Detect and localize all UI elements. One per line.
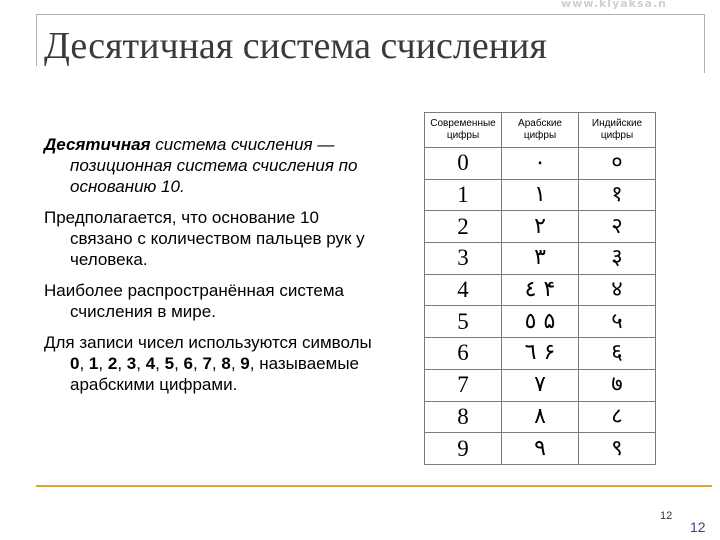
modern-digit-cell: 8 xyxy=(425,401,502,433)
arabic-digit-cell: ٠ xyxy=(502,148,579,180)
table-row xyxy=(425,211,656,243)
modern-digit-cell: 0 xyxy=(425,148,502,180)
modern-digit-cell: 4 xyxy=(425,274,502,306)
digit-separator: , xyxy=(211,354,222,373)
slide-number: 12 xyxy=(690,519,706,535)
modern-digit-cell: 5 xyxy=(425,306,502,338)
arabic-digit-cell: ٣ xyxy=(502,243,579,275)
digit-symbol: 1 xyxy=(88,354,99,373)
digit-list xyxy=(70,354,250,373)
arabic-digit-cell: ٨ xyxy=(502,401,579,433)
paragraph-definition xyxy=(44,134,374,197)
modern-digit-cell: 3 xyxy=(425,243,502,275)
digit-separator: , xyxy=(174,354,184,373)
slide-title: Десятичная система счисления xyxy=(44,25,547,67)
table-header-row xyxy=(425,113,656,148)
digit-symbol: 9 xyxy=(240,354,250,373)
definition-text: система счисления — позиционная система счисления по основанию 10. xyxy=(70,135,358,196)
indian-digit-cell: ७ xyxy=(579,369,656,401)
arabic-digit-cell: ٢ xyxy=(502,211,579,243)
title-frame-left xyxy=(36,14,37,66)
table-row xyxy=(425,369,656,401)
table-row xyxy=(425,274,656,306)
table-row xyxy=(425,433,656,465)
paragraph-origin: Предполагается, что основание 10 связано с количеством пальцев рук у человека. xyxy=(44,208,365,269)
digit-symbol: 7 xyxy=(202,354,212,373)
indian-digit-cell: २ xyxy=(579,211,656,243)
paragraph-symbols xyxy=(44,332,374,395)
header-modern: Современные цифры xyxy=(425,113,502,148)
header-indian: Индийские цифры xyxy=(579,113,656,148)
digit-separator: , xyxy=(230,354,241,373)
indian-digit-cell: १ xyxy=(579,179,656,211)
indian-digit-cell: ६ xyxy=(579,338,656,370)
modern-digit-cell: 9 xyxy=(425,433,502,465)
digit-separator: , xyxy=(193,354,203,373)
digit-symbol: 3 xyxy=(126,354,137,373)
indian-digit-cell: ८ xyxy=(579,401,656,433)
term-bold: Десятичная xyxy=(44,135,151,154)
indian-digit-cell: ३ xyxy=(579,243,656,275)
modern-digit-cell: 2 xyxy=(425,211,502,243)
indian-digit-cell: ४ xyxy=(579,274,656,306)
arabic-digit-cell: ٧ xyxy=(502,369,579,401)
digit-symbol: 2 xyxy=(107,354,118,373)
digit-separator: , xyxy=(117,354,127,373)
table-row xyxy=(425,306,656,338)
arabic-digit-cell: ٥ ۵ xyxy=(502,306,579,338)
table-row xyxy=(425,243,656,275)
symbols-suffix: , называемые арабскими цифрами. xyxy=(70,354,359,394)
digit-symbol: 6 xyxy=(183,354,193,373)
indian-digit-cell: ५ xyxy=(579,306,656,338)
digit-separator: , xyxy=(155,354,165,373)
arabic-digit-cell: ٦ ۶ xyxy=(502,338,579,370)
slide-number-small: 12 xyxy=(660,510,673,522)
indian-digit-cell: ० xyxy=(579,148,656,180)
digit-symbol: 0 xyxy=(70,354,80,373)
modern-digit-cell: 1 xyxy=(425,179,502,211)
modern-digit-cell: 7 xyxy=(425,369,502,401)
digit-symbol: 8 xyxy=(221,354,231,373)
modern-digit-cell: 6 xyxy=(425,338,502,370)
indian-digit-cell: ९ xyxy=(579,433,656,465)
digit-symbol: 4 xyxy=(145,354,156,373)
table-row xyxy=(425,179,656,211)
paragraph-prevalence: Наиболее распространённая система счисления в мире. xyxy=(44,281,345,321)
symbols-prefix: Для записи чисел используются символы xyxy=(44,333,372,352)
watermark: www.klyaksa.n xyxy=(561,0,667,10)
arabic-digit-cell: ١ xyxy=(502,179,579,211)
header-arabic: Арабские цифры xyxy=(502,113,579,148)
arabic-digit-cell: ٤ ۴ xyxy=(502,274,579,306)
table-row xyxy=(425,148,656,180)
body-text xyxy=(44,134,374,405)
digit-separator: , xyxy=(136,354,146,373)
table-body xyxy=(425,148,656,465)
digit-separator: , xyxy=(79,354,89,373)
bottom-divider xyxy=(36,485,712,487)
digit-symbol: 5 xyxy=(164,354,175,373)
arabic-digit-cell: ٩ xyxy=(502,433,579,465)
digit-separator: , xyxy=(98,354,108,373)
digits-table xyxy=(424,112,656,465)
table-row xyxy=(425,338,656,370)
table-row xyxy=(425,401,656,433)
